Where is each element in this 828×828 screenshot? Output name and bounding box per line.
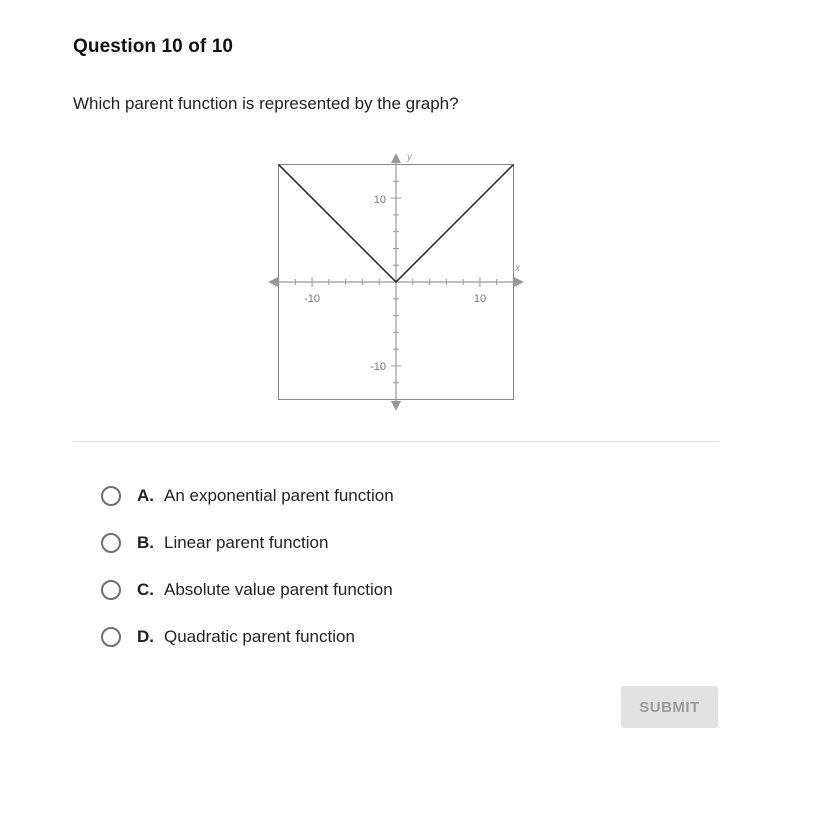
option-d-letter: D.: [137, 626, 154, 646]
answer-options: [101, 472, 701, 660]
option-a-text: An exponential parent function: [164, 485, 394, 505]
radio-c[interactable]: [101, 580, 121, 600]
question-header: Question 10 of 10: [73, 36, 234, 57]
radio-b[interactable]: [101, 533, 121, 553]
option-c-letter: C.: [137, 579, 154, 599]
y-axis-label: y: [407, 152, 412, 163]
option-c-text: Absolute value parent function: [164, 579, 393, 599]
function-graph: [262, 148, 532, 414]
x-axis-arrow-right-icon: [514, 277, 524, 287]
option-c[interactable]: [101, 566, 701, 613]
x-tick-label-10: 10: [473, 293, 487, 305]
y-tick-label-10: 10: [373, 194, 386, 206]
y-axis-arrow-up-icon: [391, 153, 401, 163]
y-axis-arrow-down-icon: [391, 401, 401, 411]
submit-button[interactable]: SUBMIT: [621, 686, 718, 728]
x-axis-arrow-left-icon: [268, 277, 278, 287]
radio-a[interactable]: [101, 486, 121, 506]
divider: [73, 441, 719, 442]
option-d-text: Quadratic parent function: [164, 626, 355, 646]
question-prompt: Which parent function is represented by the graph?: [73, 94, 459, 113]
option-a[interactable]: [101, 472, 701, 519]
option-d[interactable]: [101, 613, 701, 660]
option-a-letter: A.: [137, 485, 154, 505]
y-tick-label-neg10: -10: [370, 361, 386, 373]
radio-d[interactable]: [101, 627, 121, 647]
x-axis-label: x: [515, 263, 520, 274]
option-b[interactable]: [101, 519, 701, 566]
option-b-text: Linear parent function: [164, 532, 329, 552]
graph-svg: [262, 148, 532, 414]
x-tick-label-neg10: -10: [304, 293, 320, 305]
option-b-letter: B.: [137, 532, 154, 552]
